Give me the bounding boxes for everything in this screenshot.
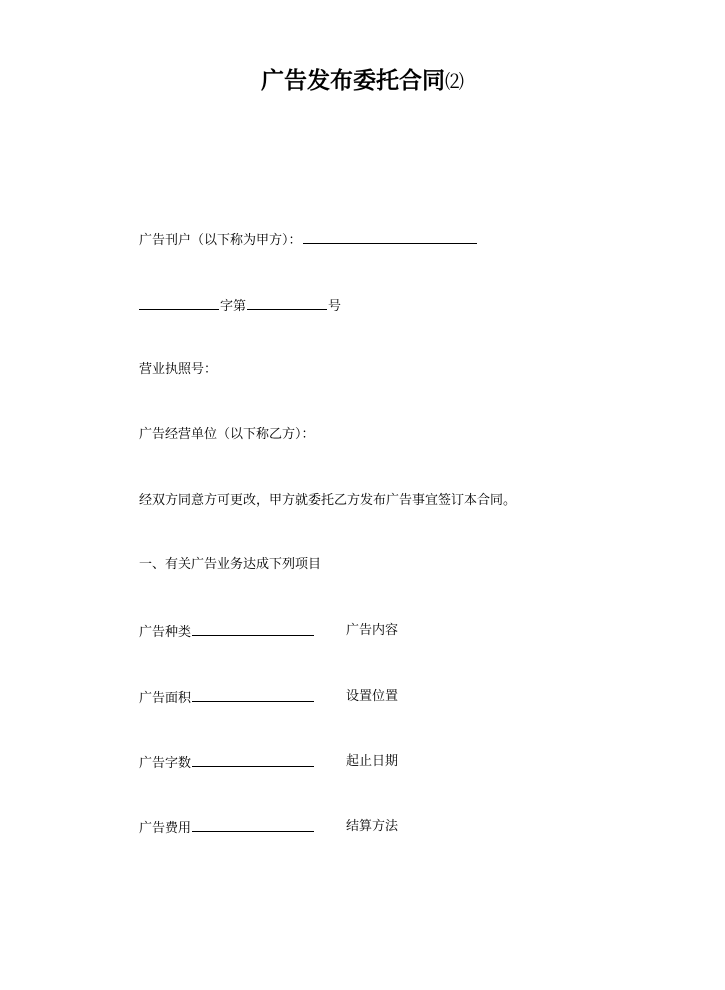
ad-fee-blank	[192, 818, 314, 832]
agency-line	[139, 426, 315, 444]
ad-area-field	[139, 688, 315, 708]
section-one-text: 一、有关广告业务达成下列项目	[139, 557, 322, 572]
agreement-text: 经双方同意方可更改，甲方就委托乙方发布广告事宜签订本合同。	[139, 493, 517, 508]
number-blank	[247, 296, 327, 310]
ad-content-label: 广告内容	[346, 623, 399, 638]
section-one-heading	[139, 556, 321, 574]
ad-position-label: 设置位置	[346, 689, 399, 704]
document-number-line	[139, 296, 341, 316]
ad-content-field	[346, 622, 398, 640]
prefix-blank	[139, 296, 219, 310]
title-text: 广告发布委托合同	[260, 68, 445, 94]
ad-dates-label: 起止日期	[346, 754, 399, 769]
zi-di-label: 字第	[220, 299, 247, 314]
settlement-label: 结算方法	[346, 819, 399, 834]
license-line	[139, 361, 217, 379]
advertiser-line	[139, 230, 478, 250]
ad-type-label: 广告种类	[139, 625, 192, 640]
ad-area-label: 广告面积	[139, 691, 192, 706]
advertiser-blank	[303, 230, 477, 244]
document-title	[0, 62, 725, 95]
hao-label: 号	[328, 299, 342, 314]
ad-position-field	[346, 688, 398, 706]
ad-word-count-label: 广告字数	[139, 756, 192, 771]
agency-label: 广告经营单位（以下称乙方）：	[139, 427, 315, 442]
ad-fee-field	[139, 818, 315, 838]
ad-dates-field	[346, 753, 398, 771]
advertiser-label: 广告刊户（以下称为甲方）：	[139, 233, 302, 248]
ad-type-field	[139, 622, 315, 642]
settlement-field	[346, 818, 398, 836]
ad-type-blank	[192, 622, 314, 636]
ad-word-count-field	[139, 753, 315, 773]
title-suffix: ⑵	[444, 71, 464, 93]
ad-area-blank	[192, 688, 314, 702]
ad-word-count-blank	[192, 753, 314, 767]
agreement-line	[139, 492, 516, 510]
license-label: 营业执照号：	[139, 362, 218, 377]
ad-fee-label: 广告费用	[139, 821, 192, 836]
